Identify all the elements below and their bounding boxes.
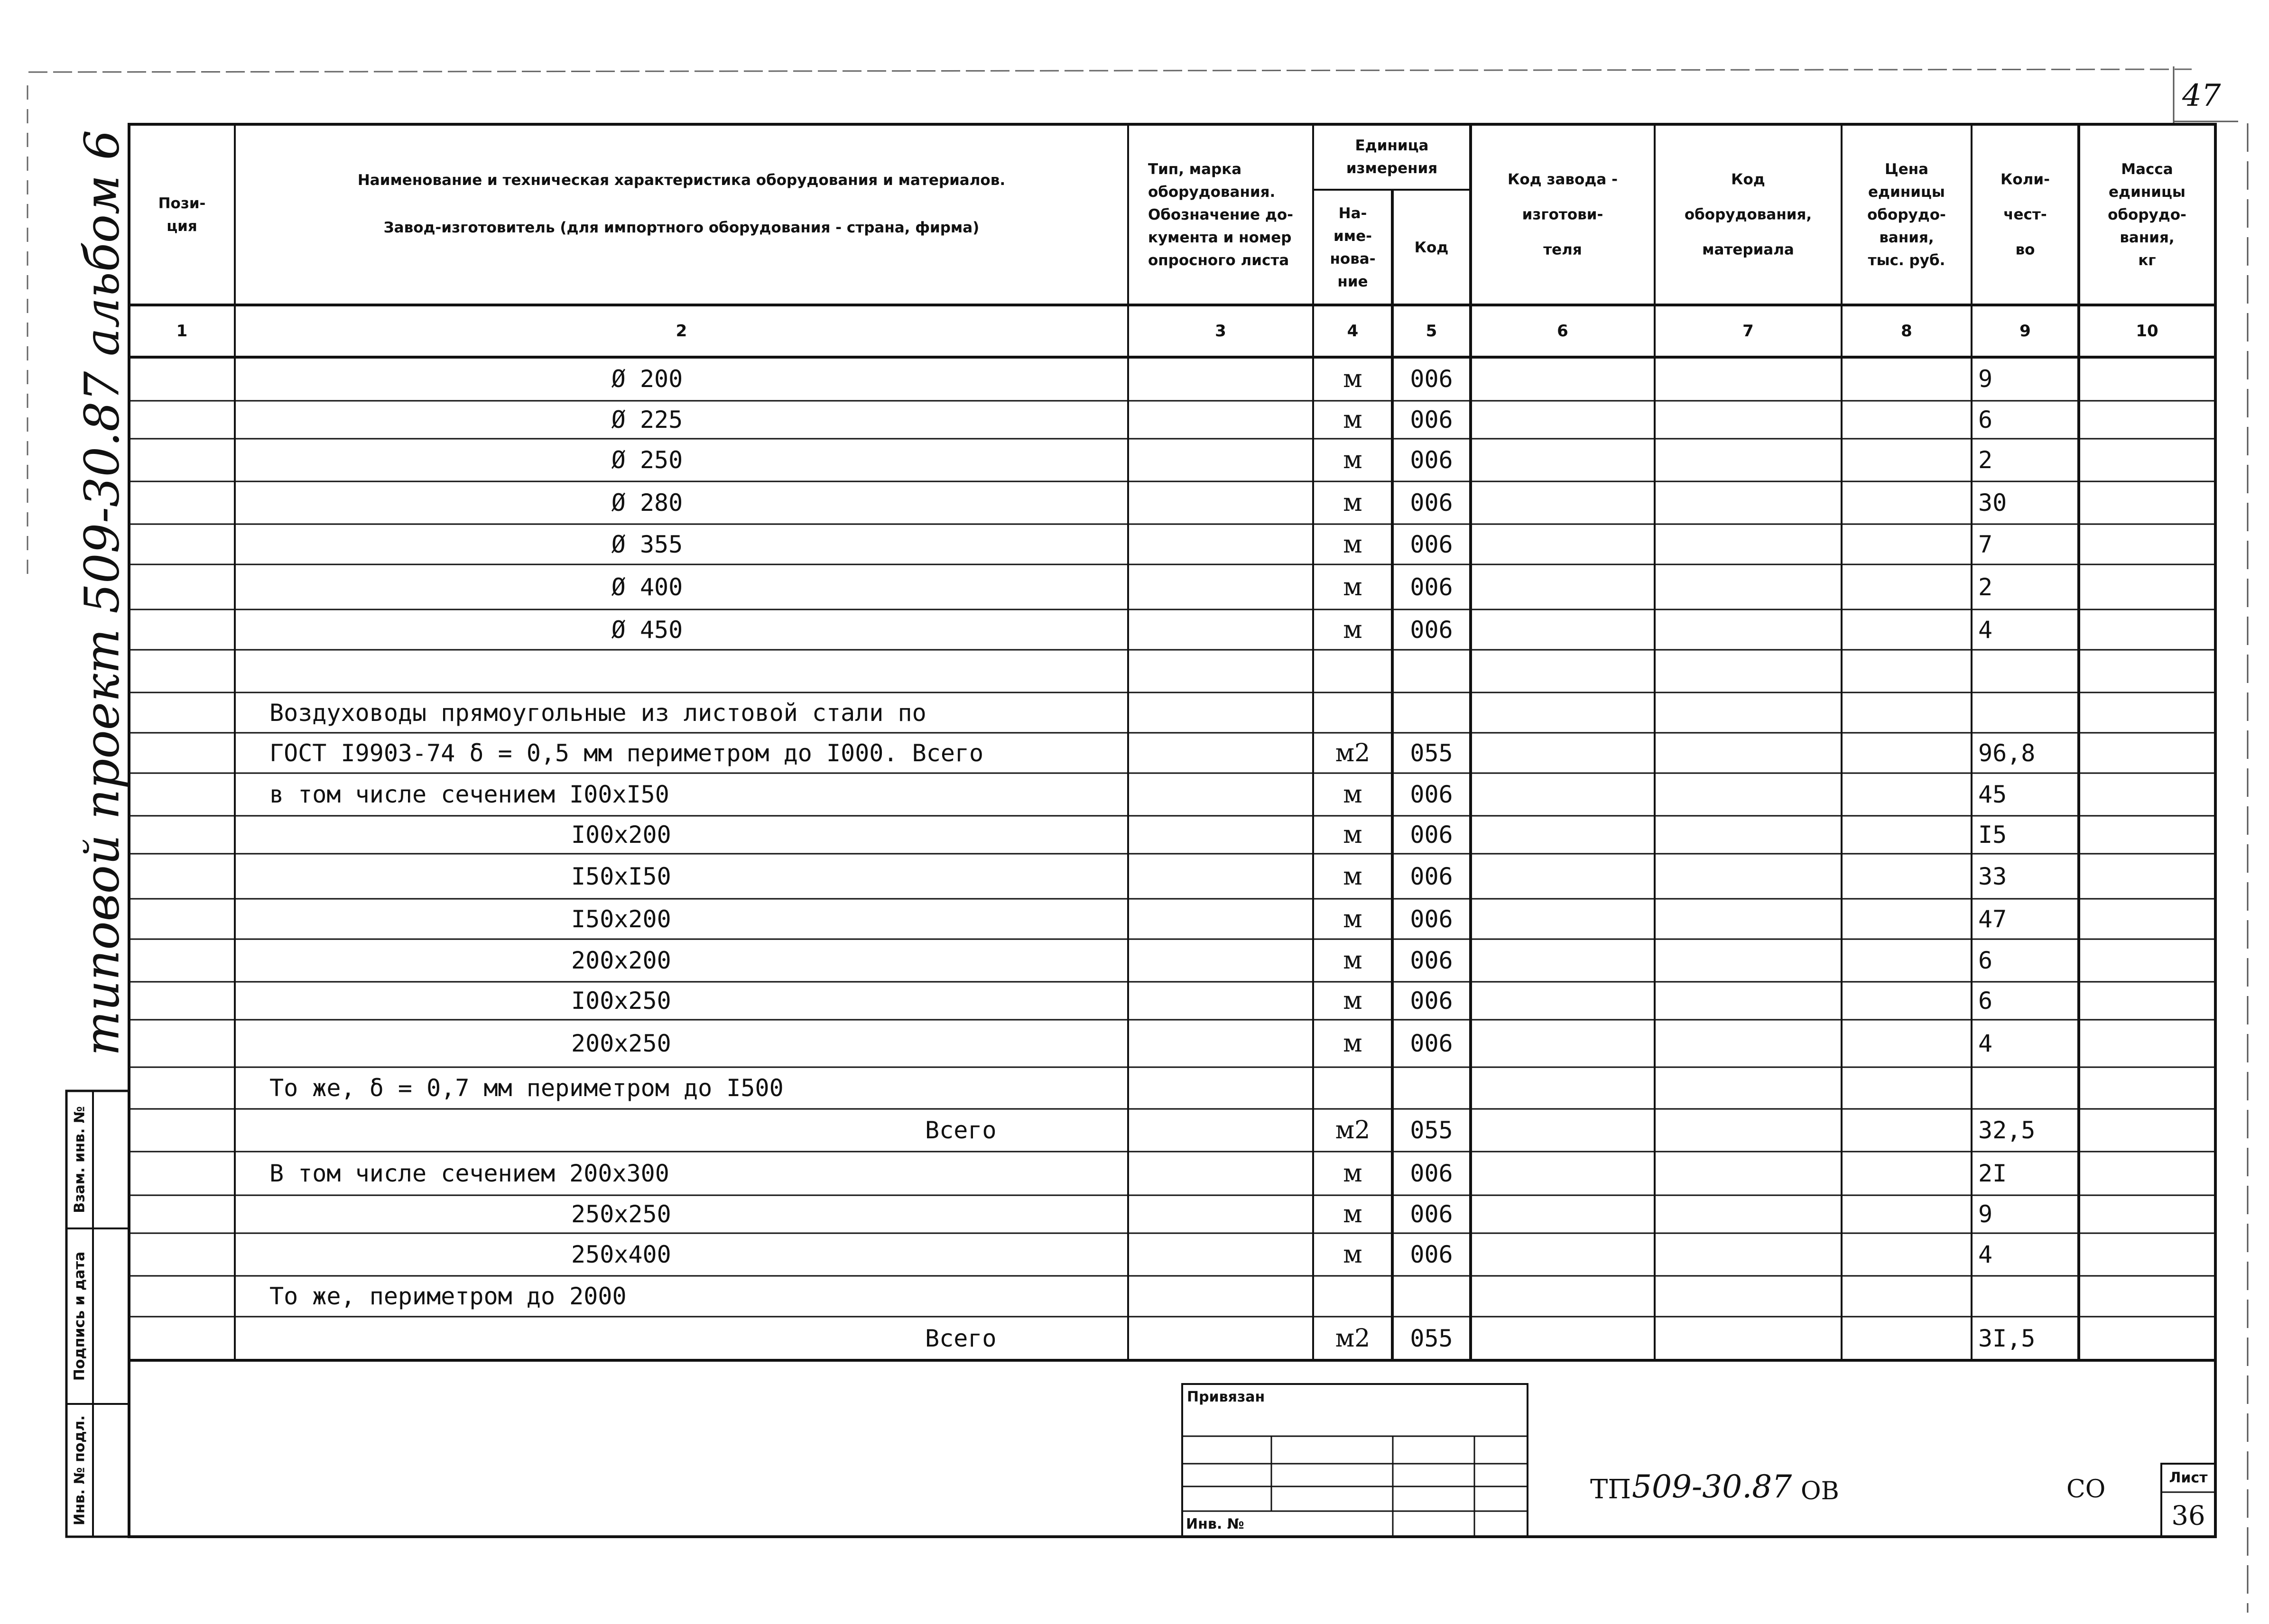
header-name-line1: Наименование и техническая характеристика оборудования и материалов. bbox=[357, 171, 1006, 189]
row-quantity: 2I bbox=[1978, 1160, 2007, 1187]
side-label: типовой проект 509-30.87 альбом 6 bbox=[74, 129, 130, 1056]
header-unit-mass: Масса единицы оборудо- вания, кг bbox=[2108, 160, 2186, 269]
row-code: 055 bbox=[1410, 739, 1453, 767]
row-quantity: 6 bbox=[1978, 987, 1993, 1015]
column-number-9: 9 bbox=[2019, 322, 2031, 341]
row-name: То же, δ = 0,7 мм периметром до I500 bbox=[269, 1074, 784, 1102]
row-quantity: 96,8 bbox=[1978, 739, 2036, 767]
row-code: 006 bbox=[1410, 446, 1453, 474]
row-code: 006 bbox=[1410, 781, 1453, 808]
sheet-number: 36 bbox=[2171, 1500, 2205, 1532]
table-row bbox=[129, 564, 2215, 609]
row-quantity: 9 bbox=[1978, 1200, 1993, 1228]
row-unit: м bbox=[1343, 987, 1362, 1015]
row-unit: м bbox=[1343, 780, 1362, 809]
row-unit: м bbox=[1343, 446, 1362, 474]
row-unit: м bbox=[1343, 572, 1362, 601]
row-quantity: 2 bbox=[1978, 573, 1993, 601]
table-row bbox=[129, 650, 2215, 692]
row-code: 006 bbox=[1410, 1030, 1453, 1057]
column-number-8: 8 bbox=[1901, 322, 1912, 341]
page-number: 47 bbox=[2182, 78, 2221, 113]
row-unit: м bbox=[1343, 862, 1362, 891]
row-quantity: 45 bbox=[1978, 781, 2007, 808]
row-unit: м bbox=[1343, 1200, 1362, 1228]
row-name: I00x200 bbox=[571, 821, 671, 849]
table-row bbox=[129, 481, 2215, 524]
row-name: 250x400 bbox=[571, 1241, 671, 1268]
table-row bbox=[129, 1195, 2215, 1233]
row-quantity: 33 bbox=[1978, 862, 2007, 890]
row-name: В том числе сечением 200x300 bbox=[269, 1160, 669, 1187]
row-code: 006 bbox=[1410, 821, 1453, 849]
table-row bbox=[129, 1109, 2215, 1152]
table-row bbox=[129, 1233, 2215, 1276]
header-unit-name: На- име- нова- ние bbox=[1330, 204, 1376, 290]
row-code: 006 bbox=[1410, 862, 1453, 890]
row-name: Ø 355 bbox=[611, 530, 683, 558]
row-unit: м2 bbox=[1335, 1324, 1371, 1353]
inv-label: Инв. № bbox=[1186, 1516, 1244, 1532]
row-unit: м bbox=[1343, 904, 1362, 933]
row-code: 006 bbox=[1410, 1200, 1453, 1228]
row-name: Воздуховоды прямоугольные из листовой стали по bbox=[269, 699, 926, 727]
table-row bbox=[129, 816, 2215, 854]
row-code: 006 bbox=[1410, 530, 1453, 558]
row-unit: м bbox=[1343, 1159, 1362, 1188]
row-quantity: 9 bbox=[1978, 365, 1993, 393]
row-code: 006 bbox=[1410, 573, 1453, 601]
header-quantity: Коли- чест- во bbox=[2000, 170, 2050, 258]
row-name: 200x250 bbox=[571, 1030, 671, 1057]
table-row bbox=[129, 357, 2215, 401]
column-number-10: 10 bbox=[2136, 322, 2158, 341]
row-quantity: 3I,5 bbox=[1978, 1325, 2036, 1352]
row-unit: м2 bbox=[1335, 738, 1371, 767]
row-quantity: 6 bbox=[1978, 947, 1993, 974]
row-code: 006 bbox=[1410, 406, 1453, 434]
header-unit-price: Цена единицы оборудо- вания, тыс. руб. bbox=[1867, 160, 1946, 269]
column-number-3: 3 bbox=[1215, 322, 1226, 341]
row-name: Ø 450 bbox=[611, 616, 683, 644]
column-number-6: 6 bbox=[1557, 322, 1568, 341]
table-row bbox=[129, 854, 2215, 899]
row-unit: м bbox=[1343, 365, 1362, 393]
row-code: 055 bbox=[1410, 1325, 1453, 1352]
table-row bbox=[129, 609, 2215, 650]
row-name: 250x250 bbox=[571, 1200, 671, 1228]
row-quantity: 7 bbox=[1978, 530, 1993, 558]
row-unit: м2 bbox=[1335, 1116, 1371, 1144]
row-unit: м bbox=[1343, 946, 1362, 975]
row-quantity: 30 bbox=[1978, 489, 2007, 517]
stamp-inv-podl: Инв. № подл. bbox=[71, 1415, 88, 1526]
header-unit-group: Единица измерения bbox=[1346, 137, 1438, 177]
row-unit: м bbox=[1343, 406, 1362, 434]
table-row bbox=[129, 939, 2215, 982]
header-name-line2: Завод-изготовитель (для импортного оборудования - страна, фирма) bbox=[383, 219, 980, 236]
row-name: Всего bbox=[925, 1325, 997, 1352]
row-name: Всего bbox=[925, 1116, 997, 1144]
row-name: I50x200 bbox=[571, 905, 671, 933]
row-code: 006 bbox=[1410, 905, 1453, 933]
header-equipment-code: Код оборудования, материала bbox=[1684, 170, 1812, 258]
doc-suffix: ОВ bbox=[1801, 1477, 1839, 1505]
row-quantity: 4 bbox=[1978, 1030, 1993, 1057]
table-row bbox=[129, 439, 2215, 481]
row-unit: м bbox=[1343, 1240, 1362, 1269]
doc-prefix: ТП bbox=[1590, 1474, 1631, 1505]
column-number-2: 2 bbox=[676, 322, 687, 341]
column-number-7: 7 bbox=[1742, 322, 1754, 341]
row-code: 006 bbox=[1410, 947, 1453, 974]
row-name: в том числе сечением I00xI50 bbox=[269, 781, 669, 808]
row-unit: м bbox=[1343, 530, 1362, 559]
column-number-5: 5 bbox=[1426, 322, 1437, 341]
table-row bbox=[129, 524, 2215, 564]
row-code: 055 bbox=[1410, 1116, 1453, 1144]
row-name: 200x200 bbox=[571, 947, 671, 974]
row-quantity: 47 bbox=[1978, 905, 2007, 933]
column-number-4: 4 bbox=[1347, 322, 1359, 341]
row-code: 006 bbox=[1410, 1160, 1453, 1187]
doc-number: 509-30.87 bbox=[1632, 1468, 1792, 1505]
table-row bbox=[129, 1020, 2215, 1067]
row-name: То же, периметром до 2000 bbox=[269, 1283, 627, 1310]
stamp-replacement-inv: Взам. инв. № bbox=[71, 1106, 88, 1213]
row-quantity: 2 bbox=[1978, 446, 1993, 474]
row-name: Ø 225 bbox=[611, 406, 683, 434]
row-name: Ø 200 bbox=[611, 365, 683, 393]
row-unit: м bbox=[1343, 1029, 1362, 1058]
row-quantity: 4 bbox=[1978, 616, 1993, 644]
sheet-label: Лист bbox=[2169, 1469, 2208, 1486]
row-name: I00x250 bbox=[571, 987, 671, 1015]
header-position: Пози- ция bbox=[158, 194, 206, 235]
row-quantity: I5 bbox=[1978, 821, 2007, 849]
table-row bbox=[129, 1317, 2215, 1360]
column-number-1: 1 bbox=[176, 322, 188, 341]
row-name: Ø 400 bbox=[611, 573, 683, 601]
row-code: 006 bbox=[1410, 616, 1453, 644]
row-quantity: 4 bbox=[1978, 1241, 1993, 1268]
row-unit: м bbox=[1343, 821, 1362, 849]
stamp-signature-date: Подпись и дата bbox=[71, 1251, 88, 1381]
row-code: 006 bbox=[1410, 489, 1453, 517]
row-unit: м bbox=[1343, 615, 1362, 644]
row-name: Ø 250 bbox=[611, 446, 683, 474]
row-unit: м bbox=[1343, 489, 1362, 517]
row-code: 006 bbox=[1410, 987, 1453, 1015]
table-row bbox=[129, 899, 2215, 939]
row-quantity: 32,5 bbox=[1978, 1116, 2036, 1144]
row-code: 006 bbox=[1410, 365, 1453, 393]
row-code: 006 bbox=[1410, 1241, 1453, 1268]
header-unit-code: Код bbox=[1414, 239, 1449, 256]
sheet-code: СО bbox=[2066, 1475, 2106, 1504]
bound-label: Привязан bbox=[1187, 1389, 1265, 1405]
table-row bbox=[129, 401, 2215, 439]
table-row bbox=[129, 982, 2215, 1020]
row-name: I50xI50 bbox=[571, 862, 671, 890]
row-quantity: 6 bbox=[1978, 406, 1993, 434]
row-name: Ø 280 bbox=[611, 489, 683, 517]
header-type-mark: Тип, марка оборудования. Обозначение до- кумента и номер опросного листа bbox=[1148, 160, 1294, 269]
header-factory-code: Код завода - изготови- теля bbox=[1508, 170, 1618, 258]
row-name: ГОСТ I9903-74 δ = 0,5 мм периметром до I000. Всего bbox=[269, 739, 984, 767]
